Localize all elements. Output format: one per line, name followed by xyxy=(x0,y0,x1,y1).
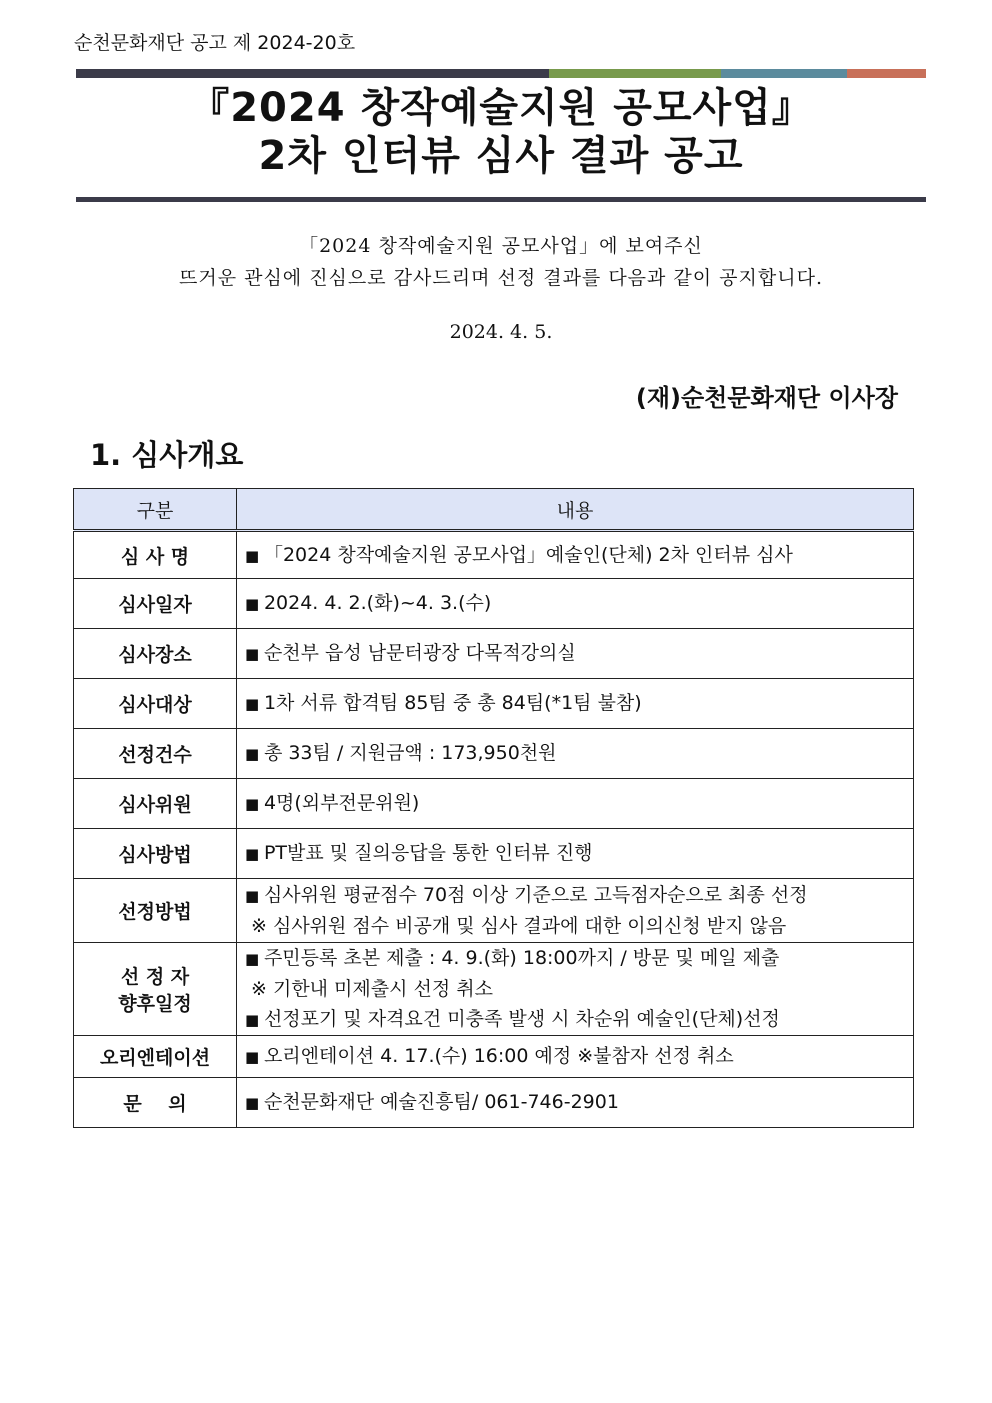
row-content-line: ■ 순천문화재단 예술진흥팀/ 061-746-2901 xyxy=(245,1087,913,1118)
document-title xyxy=(76,84,926,180)
intro-line-1: 「2024 창작예술지원 공모사업」에 보여주신 xyxy=(299,235,703,257)
row-content-line: ■ 오리엔테이션 4. 17.(수) 16:00 예정 ※불참자 선정 취소 xyxy=(245,1041,913,1072)
row-content-line: ■ 순천부 읍성 남문터광장 다목적강의실 xyxy=(245,638,913,669)
row-label-text: 선정건수 xyxy=(118,744,192,766)
intro-line-2: 뜨거운 관심에 진심으로 감사드리며 선정 결과를 다음과 같이 공지합니다. xyxy=(179,267,823,289)
table-row xyxy=(74,629,914,679)
row-label xyxy=(74,531,237,579)
row-label xyxy=(74,629,237,679)
table-row xyxy=(74,829,914,879)
row-content-line: ■ 심사위원 평균점수 70점 이상 기준으로 고득점자순으로 최종 선정 xyxy=(245,880,913,911)
row-content xyxy=(237,729,914,779)
row-content xyxy=(237,943,914,1036)
row-content xyxy=(237,679,914,729)
row-content xyxy=(237,829,914,879)
row-content xyxy=(237,579,914,629)
row-label-text: 심사위원 xyxy=(118,794,192,816)
row-label-text: 심사장소 xyxy=(118,644,192,666)
header-content: 내용 xyxy=(237,489,914,531)
notice-date: 2024. 4. 5. xyxy=(449,321,553,343)
row-label xyxy=(74,679,237,729)
row-content-line: ■ 선정포기 및 자격요건 미충족 발생 시 차순위 예술인(단체)선정 xyxy=(245,1004,913,1035)
row-label-text: 심사일자 xyxy=(118,594,192,616)
row-label xyxy=(74,729,237,779)
table-row xyxy=(74,1078,914,1128)
table-header-row xyxy=(74,489,914,531)
title-underline xyxy=(76,197,926,202)
table-row xyxy=(74,729,914,779)
row-content xyxy=(237,879,914,943)
row-content-line: ■ PT발표 및 질의응답을 통한 인터뷰 진행 xyxy=(245,838,913,869)
header-category: 구분 xyxy=(74,489,237,531)
color-bar-segment-green xyxy=(549,69,721,78)
table-row xyxy=(74,779,914,829)
row-label xyxy=(74,579,237,629)
row-label xyxy=(74,1036,237,1078)
row-label xyxy=(74,943,237,1036)
row-content xyxy=(237,629,914,679)
table-row xyxy=(74,943,914,1036)
title-line-1: 『2024 창작예술지원 공모사업』 xyxy=(189,85,813,131)
row-label-text: 선 정 자 xyxy=(120,966,190,988)
title-line-2: 2차 인터뷰 심사 결과 공고 xyxy=(258,133,744,179)
row-label xyxy=(74,829,237,879)
row-label-text: 심사방법 xyxy=(118,844,192,866)
row-content-line: ■ 「2024 창작예술지원 공모사업」예술인(단체) 2차 인터뷰 심사 xyxy=(245,540,913,571)
decorative-color-bar xyxy=(76,69,926,78)
row-label xyxy=(74,1078,237,1128)
color-bar-segment-dark xyxy=(76,69,549,78)
row-label-text: 오리엔테이션 xyxy=(99,1047,211,1069)
signer: (재)순천문화재단 이사장 xyxy=(635,384,898,412)
table-row xyxy=(74,879,914,943)
row-content-line: ■ 총 33팀 / 지원금액 : 173,950천원 xyxy=(245,738,913,769)
notice-number: 순천문화재단 공고 제 2024-20호 xyxy=(74,32,356,54)
intro-text xyxy=(76,230,926,294)
row-content-line: ■ 4명(외부전문위원) xyxy=(245,788,913,819)
row-content xyxy=(237,779,914,829)
row-label-text: 심사대상 xyxy=(118,694,192,716)
row-content xyxy=(237,1036,914,1078)
row-content xyxy=(237,1078,914,1128)
row-label-text-2: 향후일정 xyxy=(118,993,192,1015)
row-content-line: ■ 2024. 4. 2.(화)~4. 3.(수) xyxy=(245,588,913,619)
row-content-line: ※ 심사위원 점수 비공개 및 심사 결과에 대한 이의신청 받지 않음 xyxy=(251,915,787,937)
row-content-line: ■ 1차 서류 합격팀 85팀 중 총 84팀(*1팀 불참) xyxy=(245,688,913,719)
row-label-text: 심 사 명 xyxy=(120,545,190,568)
table-row xyxy=(74,679,914,729)
row-content xyxy=(237,531,914,579)
row-label-text: 문 의 xyxy=(123,1093,187,1115)
row-label-text: 선정방법 xyxy=(118,901,192,923)
row-label xyxy=(74,779,237,829)
row-content-line: ■ 주민등록 초본 제출 : 4. 9.(화) 18:00까지 / 방문 및 메일 제출 xyxy=(245,943,913,974)
row-content-line: ※ 기한내 미제출시 선정 취소 xyxy=(251,978,493,1000)
section-title: 1. 심사개요 xyxy=(90,438,244,472)
table-row xyxy=(74,1036,914,1078)
table-row xyxy=(74,531,914,579)
color-bar-segment-orange xyxy=(847,69,926,78)
color-bar-segment-teal xyxy=(721,69,847,78)
table-body xyxy=(74,531,914,1128)
row-label xyxy=(74,879,237,943)
review-summary-table xyxy=(73,488,914,1128)
table-row xyxy=(74,579,914,629)
